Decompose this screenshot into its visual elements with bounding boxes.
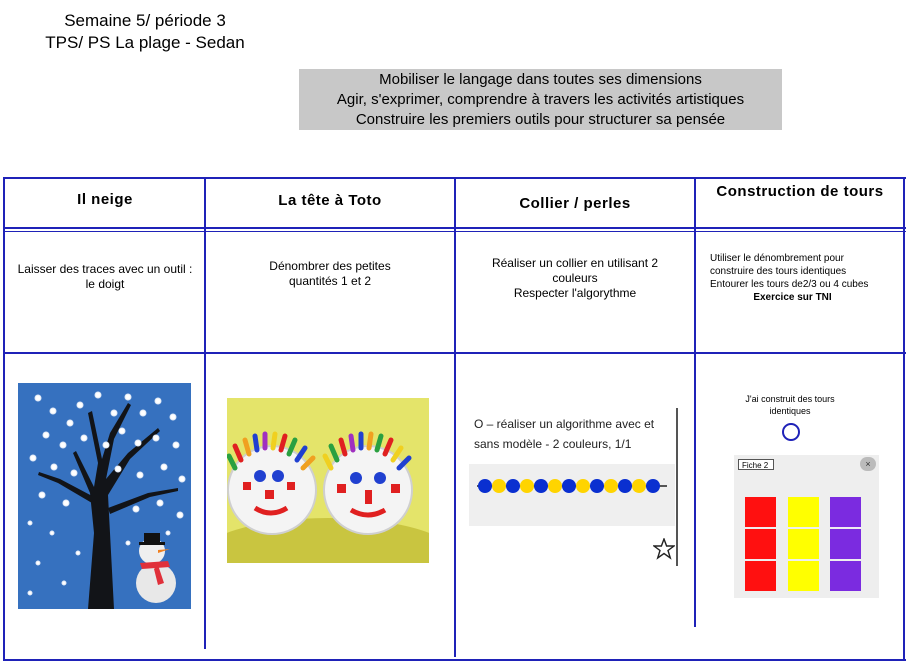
desc-tete-toto <box>206 259 454 289</box>
desc-line: Utiliser le dénombrement pour <box>710 253 844 264</box>
tower-exercise-panel <box>734 455 879 598</box>
col-title-tours: Construction de tours <box>716 183 884 200</box>
cube-purple <box>830 561 861 591</box>
desc-line: Entourer les tours de2/3 ou 4 cubes <box>710 279 869 290</box>
necklace-card-line2: sans modèle - 2 couleurs, 1/1 <box>474 437 632 451</box>
tower-red[interactable] <box>745 497 776 591</box>
necklace-card-text <box>474 414 654 454</box>
grid-bottom <box>3 659 906 661</box>
close-icon[interactable]: × <box>860 457 876 471</box>
desc-line-tni: Exercice sur TNI <box>753 292 832 303</box>
grid-col1 <box>204 177 206 649</box>
objectives-box <box>299 69 782 130</box>
tower-caption-line2: identiques <box>769 406 811 416</box>
snow-tree-illustration <box>18 383 191 609</box>
tab-fiche-2[interactable]: Fiche 2 <box>738 459 774 470</box>
toto-faces-photo <box>227 398 429 563</box>
tower-caption <box>735 393 845 417</box>
objective-thinking: Construire les premiers outils pour structurer sa pensée <box>355 111 726 128</box>
desc-line: Dénombrer des petites <box>269 259 391 273</box>
grid-col4 <box>903 177 905 661</box>
title-class: TPS/ PS La plage - Sedan <box>45 33 245 52</box>
desc-line: le doigt <box>85 277 125 291</box>
cube-purple <box>830 529 861 559</box>
star-icon <box>653 538 675 560</box>
tower-yellow[interactable] <box>788 497 819 591</box>
desc-il-neige <box>6 262 204 292</box>
cube-yellow <box>788 561 819 591</box>
col-title-tete-toto: La tête à Toto <box>278 192 382 209</box>
necklace-card <box>469 408 679 566</box>
col-title-il-neige: Il neige <box>77 191 133 208</box>
grid-col0 <box>3 177 5 661</box>
cube-red <box>745 561 776 591</box>
desc-line: Respecter l'algorythme <box>513 286 637 300</box>
desc-tours <box>710 252 900 304</box>
circle-target-icon[interactable] <box>782 423 800 441</box>
objective-arts: Agir, s'exprimer, comprendre à travers les activités artistiques <box>336 91 745 108</box>
snow-tree-photo <box>18 383 191 609</box>
tower-caption-line1: J'ai construit des tours <box>745 394 835 404</box>
bead-strip <box>469 464 675 526</box>
cube-red <box>745 497 776 527</box>
card-divider <box>676 408 678 566</box>
necklace-card-line1: O – réaliser un algorithme avec et <box>474 417 655 431</box>
cube-red <box>745 529 776 559</box>
desc-collier <box>456 256 694 301</box>
desc-line: Laisser des traces avec un outil : <box>17 262 193 276</box>
desc-line: couleurs <box>552 271 598 285</box>
cube-purple <box>830 497 861 527</box>
desc-line: construire des tours identiques <box>710 266 847 277</box>
col-title-collier: Collier / perles <box>519 195 631 212</box>
grid-col2 <box>454 177 456 657</box>
cube-yellow <box>788 529 819 559</box>
toto-faces-illustration <box>227 398 429 563</box>
tower-purple[interactable] <box>830 497 861 591</box>
cube-yellow <box>788 497 819 527</box>
objective-language: Mobiliser le langage dans toutes ses dimensions <box>379 71 702 88</box>
desc-line: Réaliser un collier en utilisant 2 <box>491 256 659 270</box>
bead-row <box>469 464 675 526</box>
grid-col3 <box>694 177 696 627</box>
page-title <box>20 10 270 54</box>
desc-line: quantités 1 et 2 <box>288 274 372 288</box>
title-week: Semaine 5/ période 3 <box>64 11 226 30</box>
